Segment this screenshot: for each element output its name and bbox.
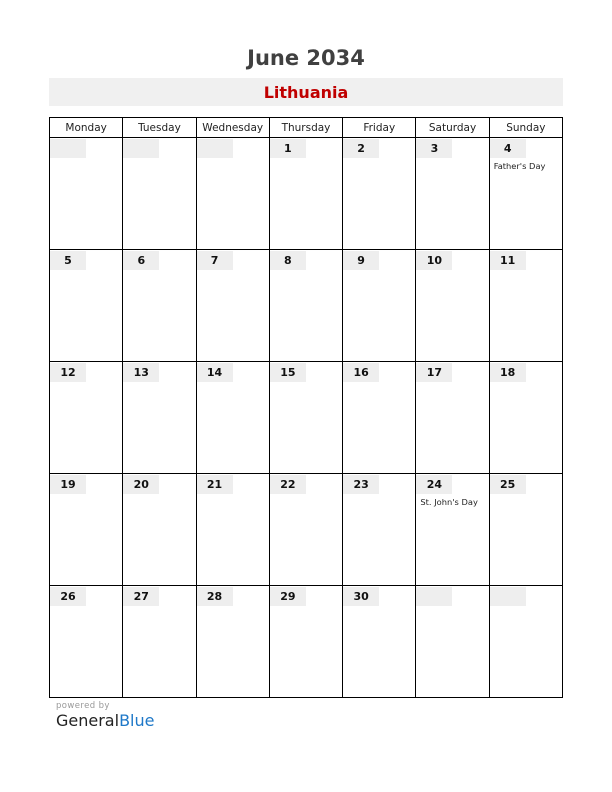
brand-general: General xyxy=(56,711,120,730)
day-cell xyxy=(123,138,196,250)
day-cell xyxy=(489,138,562,250)
date-number: 8 xyxy=(270,251,306,270)
footer-branding xyxy=(56,701,154,730)
date-number: 30 xyxy=(343,587,379,606)
date-number: 22 xyxy=(270,475,306,494)
day-cell xyxy=(343,474,416,586)
date-number: 13 xyxy=(123,363,159,382)
day-cell xyxy=(50,250,123,362)
date-number: 4 xyxy=(490,139,526,158)
date-number: 19 xyxy=(50,475,86,494)
date-number: 6 xyxy=(123,251,159,270)
calendar-grid xyxy=(49,117,563,698)
date-number: 24 xyxy=(416,475,452,494)
day-cell xyxy=(416,138,489,250)
day-cell xyxy=(123,586,196,698)
day-cell xyxy=(416,362,489,474)
day-cell xyxy=(50,362,123,474)
date-number: 7 xyxy=(197,251,233,270)
date-number: 25 xyxy=(490,475,526,494)
date-number: 28 xyxy=(197,587,233,606)
holiday-label: St. John's Day xyxy=(420,497,478,507)
day-cell xyxy=(416,474,489,586)
holiday-label: Father's Day xyxy=(493,161,546,171)
date-number: 16 xyxy=(343,363,379,382)
date-number xyxy=(50,139,86,158)
date-number: 3 xyxy=(416,139,452,158)
brand-blue: Blue xyxy=(119,711,155,730)
week-row xyxy=(50,474,563,586)
date-number: 2 xyxy=(343,139,379,158)
day-cell xyxy=(489,362,562,474)
date-number: 11 xyxy=(490,251,526,270)
day-cell xyxy=(196,474,269,586)
week-row xyxy=(50,362,563,474)
date-number: 15 xyxy=(270,363,306,382)
day-cell xyxy=(196,250,269,362)
date-number: 12 xyxy=(50,363,86,382)
day-cell xyxy=(50,138,123,250)
day-cell xyxy=(489,250,562,362)
weekday-header: Thursday xyxy=(269,118,342,138)
weekday-header: Wednesday xyxy=(196,118,269,138)
week-row xyxy=(50,250,563,362)
week-row xyxy=(50,138,563,250)
day-cell xyxy=(269,362,342,474)
day-cell xyxy=(269,250,342,362)
day-cell xyxy=(50,586,123,698)
day-cell xyxy=(196,586,269,698)
powered-by-text: powered by xyxy=(56,701,110,711)
date-number: 17 xyxy=(416,363,452,382)
date-number: 20 xyxy=(123,475,159,494)
date-number xyxy=(416,587,452,606)
country-name: Lithuania xyxy=(263,83,349,102)
day-cell xyxy=(416,250,489,362)
weekday-header: Friday xyxy=(343,118,416,138)
day-cell xyxy=(416,586,489,698)
weekday-header: Saturday xyxy=(416,118,489,138)
day-cell xyxy=(489,586,562,698)
generalblue-logo[interactable] xyxy=(56,711,154,730)
day-cell xyxy=(269,586,342,698)
date-number: 27 xyxy=(123,587,159,606)
day-cell xyxy=(123,362,196,474)
date-number: 9 xyxy=(343,251,379,270)
day-cell xyxy=(269,474,342,586)
date-number xyxy=(123,139,159,158)
date-number xyxy=(490,587,526,606)
date-number: 14 xyxy=(197,363,233,382)
weekday-header-row xyxy=(50,118,563,138)
date-number xyxy=(197,139,233,158)
date-number: 23 xyxy=(343,475,379,494)
weekday-header: Tuesday xyxy=(123,118,196,138)
week-row xyxy=(50,586,563,698)
weekday-header: Sunday xyxy=(489,118,562,138)
day-cell xyxy=(343,586,416,698)
date-number: 26 xyxy=(50,587,86,606)
date-number: 29 xyxy=(270,587,306,606)
day-cell xyxy=(196,362,269,474)
day-cell xyxy=(343,138,416,250)
day-cell xyxy=(123,250,196,362)
date-number: 5 xyxy=(50,251,86,270)
day-cell xyxy=(123,474,196,586)
country-banner xyxy=(49,78,563,106)
date-number: 18 xyxy=(490,363,526,382)
day-cell xyxy=(489,474,562,586)
date-number: 10 xyxy=(416,251,452,270)
page-title: June 2034 xyxy=(247,46,365,70)
day-cell xyxy=(196,138,269,250)
date-number: 21 xyxy=(197,475,233,494)
weekday-header: Monday xyxy=(50,118,123,138)
date-number: 1 xyxy=(270,139,306,158)
day-cell xyxy=(343,250,416,362)
day-cell xyxy=(269,138,342,250)
day-cell xyxy=(343,362,416,474)
day-cell xyxy=(50,474,123,586)
